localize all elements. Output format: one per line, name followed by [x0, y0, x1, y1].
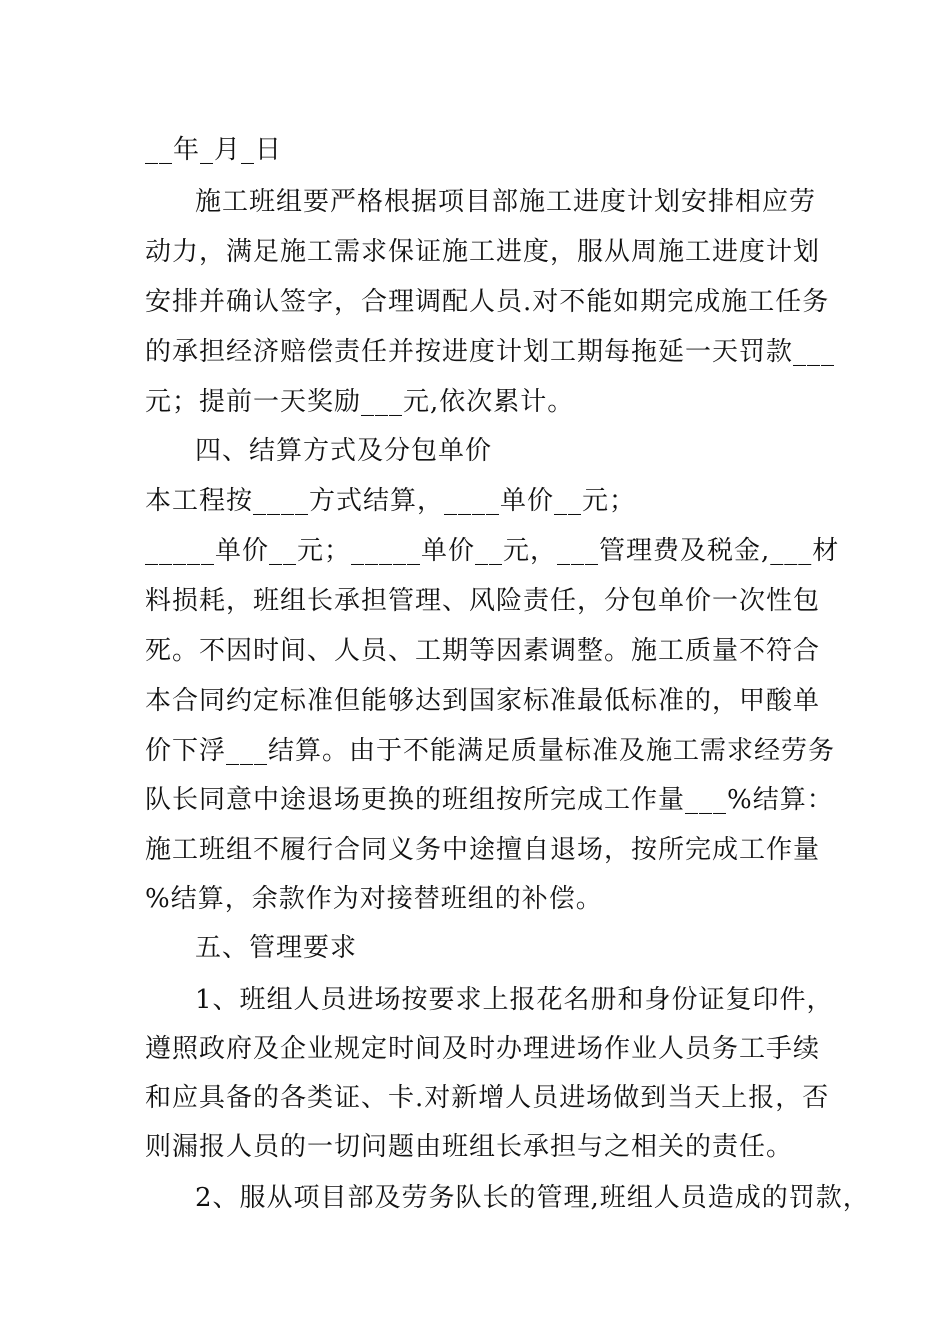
paragraph-line: _____单价__元；_____单价__元，___管理费及税金,___材 — [145, 536, 840, 566]
paragraph-line: 料损耗，班组长承担管理、风险责任，分包单价一次性包 — [145, 586, 821, 616]
paragraph-line: 本合同约定标准但能够达到国家标准最低标准的，甲酸单 — [145, 686, 821, 716]
paragraph-line: 价下浮___结算。由于不能满足质量标准及施工需求经劳务 — [145, 736, 836, 766]
paragraph-line: 动力，满足施工需求保证施工进度，服从周施工进度计划 — [145, 237, 821, 267]
paragraph-line: 则漏报人员的一切问题由班组长承担与之相关的责任。 — [145, 1132, 794, 1162]
paragraph-line: %结算，余款作为对接替班组的补偿。 — [145, 884, 603, 914]
paragraph-line: 安排并确认签字，合理调配人员.对不能如期完成施工任务 — [145, 287, 830, 317]
date-line: __年_月_日 — [145, 135, 283, 165]
section-heading: 四、结算方式及分包单价 — [195, 436, 493, 466]
paragraph-line: 和应具备的各类证、卡.对新增人员进场做到当天上报，否 — [145, 1083, 830, 1113]
paragraph-line: 本工程按____方式结算，____单价__元； — [145, 486, 637, 516]
paragraph-line: 死。不因时间、人员、工期等因素调整。施工质量不符合 — [145, 636, 821, 666]
paragraph-line: 施工班组要严格根据项目部施工进度计划安排相应劳 — [195, 187, 817, 217]
paragraph-line: 的承担经济赔偿责任并按进度计划工期每拖延一天罚款___ — [145, 337, 836, 367]
paragraph-line: 施工班组不履行合同义务中途擅自退场，按所完成工作量 — [145, 835, 821, 865]
paragraph-line: 1、班组人员进场按要求上报花名册和身份证复印件， — [195, 985, 834, 1015]
paragraph-line: 队长同意中途退场更换的班组按所完成工作量___%结算： — [145, 785, 834, 815]
paragraph-line: 遵照政府及企业规定时间及时办理进场作业人员务工手续 — [145, 1034, 821, 1064]
paragraph-line: 2、服从项目部及劳务队长的管理,班组人员造成的罚款， — [195, 1183, 870, 1213]
section-heading: 五、管理要求 — [195, 933, 358, 963]
paragraph-line: 元；提前一天奖励___元,依次累计。 — [145, 387, 575, 417]
